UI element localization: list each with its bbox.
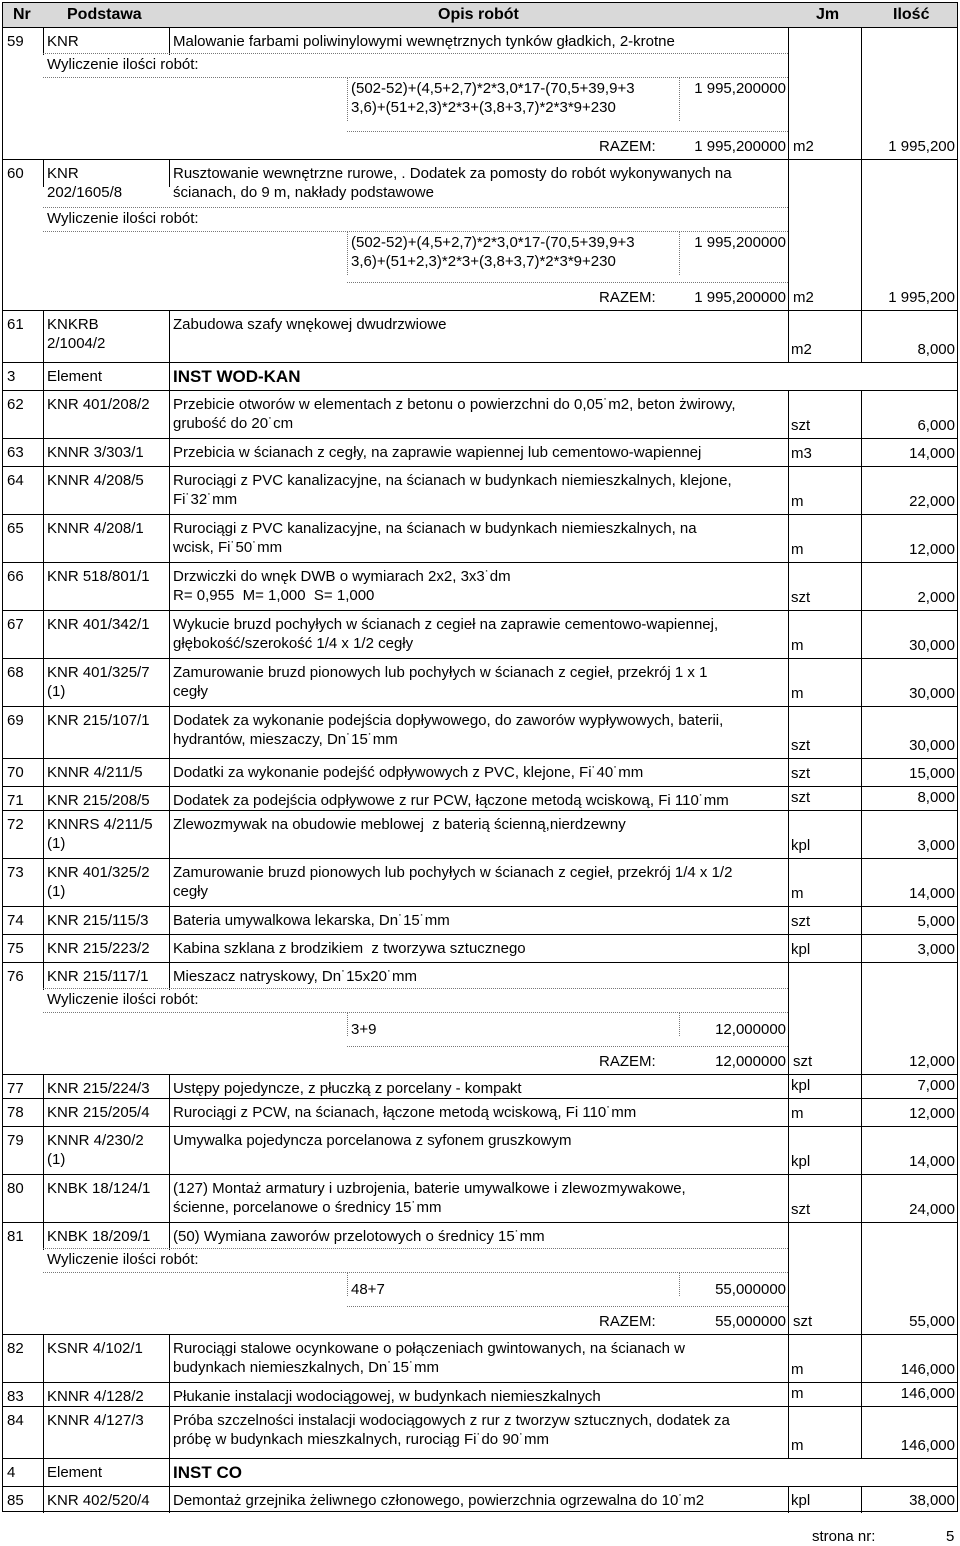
col-divider (788, 906, 789, 934)
col-divider (788, 858, 789, 906)
row-basis: KNR 202/1605/8 (47, 165, 123, 201)
calc-label: Wyliczenie ilości robót: (47, 1251, 199, 1268)
row-quantity: 3,000 (917, 837, 955, 854)
row-description: Zamurowanie bruzd pionowych lub pochyłych w ścianach z cegieł, przekrój 1/4 x 1/2 cegły (173, 864, 733, 900)
row-quantity: 2,000 (917, 589, 955, 606)
row-quantity: 3,000 (917, 941, 955, 958)
col-divider (788, 438, 789, 466)
row-unit: m (791, 685, 804, 702)
col-divider (43, 390, 44, 438)
row-basis: KNBK 18/124/1 (47, 1180, 151, 1197)
col-divider (788, 1382, 789, 1406)
col-divider (43, 1126, 44, 1174)
row-description: Malowanie farbami poliwinylowymi wewnętrznych tynków gładkich, 2-krotne (173, 33, 675, 50)
col-divider (43, 1334, 44, 1382)
row-unit: kpl (791, 1077, 811, 1094)
row-quantity: 22,000 (909, 493, 955, 510)
row-number: 80 (7, 1180, 24, 1197)
col-divider (169, 362, 170, 390)
row-number: 67 (7, 616, 24, 633)
calc-total-unit: m2 (793, 138, 814, 155)
row-unit: m (791, 1437, 804, 1454)
calc-total-unit: m2 (793, 289, 814, 306)
row-unit: kpl (791, 941, 811, 958)
col-divider (169, 1174, 170, 1222)
col-divider (169, 858, 170, 906)
row-number: 69 (7, 712, 24, 729)
col-divider (788, 786, 789, 810)
col-divider (169, 962, 170, 990)
calc-value: 1 995,200000 (694, 80, 786, 97)
calc-divider (347, 1272, 348, 1296)
row-separator (3, 786, 957, 787)
row-number: 82 (7, 1340, 24, 1357)
row-unit: kpl (791, 837, 811, 854)
row-description: Demontaż grzejnika żeliwnego członowego, powierzchnia ogrzewalna do 10˙m2 (173, 1492, 705, 1509)
row-separator (3, 562, 957, 563)
col-divider (43, 1098, 44, 1126)
calc-separator (43, 988, 788, 989)
col-divider (788, 810, 789, 858)
row-unit: kpl (791, 1492, 811, 1509)
row-basis: KNR 215/223/2 (47, 940, 150, 957)
row-separator (3, 390, 957, 391)
col-divider (788, 1126, 789, 1174)
calc-separator (43, 1248, 788, 1249)
row-number: 72 (7, 816, 24, 833)
col-divider (169, 1222, 170, 1250)
row-description: Rurociągi z PVC kanalizacyjne, na ścianach w budynkach niemieszkalnych, klejone, Fi˙32˙mm (173, 472, 732, 508)
calc-total-quantity: 1 995,200 (888, 289, 955, 306)
row-separator (3, 1486, 957, 1487)
calc-divider (347, 77, 348, 121)
col-divider (169, 1334, 170, 1382)
row-separator (3, 906, 957, 907)
calc-separator (43, 231, 788, 232)
row-basis: KNR 401/342/1 (47, 616, 150, 633)
row-basis: KNNR 4/127/3 (47, 1412, 144, 1429)
row-quantity: 8,000 (917, 789, 955, 806)
row-unit: szt (791, 765, 811, 782)
col-divider (43, 514, 44, 562)
col-divider (169, 438, 170, 466)
row-unit: szt (791, 1201, 811, 1218)
row-basis: KNR 518/801/1 (47, 568, 150, 585)
row-quantity: 146,000 (900, 1385, 955, 1402)
col-divider (43, 906, 44, 934)
row-number: 61 (7, 316, 24, 333)
col-divider (788, 658, 789, 706)
calc-value: 12,000000 (715, 1021, 786, 1038)
row-quantity: 146,000 (900, 1361, 955, 1378)
calc-total-quantity: 55,000 (909, 1313, 955, 1330)
row-description: Rurociągi z PCW, na ścianach, łączone metodą wciskową, Fi 110˙mm (173, 1104, 637, 1121)
col-divider (788, 1222, 789, 1334)
row-number: 79 (7, 1132, 24, 1149)
row-basis: KNNR 4/230/2 (1) (47, 1132, 144, 1168)
col-divider (43, 1406, 44, 1458)
row-basis: KNKRB 2/1004/2 (47, 316, 106, 352)
row-number: 64 (7, 472, 24, 489)
row-number: 65 (7, 520, 24, 537)
col-divider (788, 1174, 789, 1222)
row-quantity: 5,000 (917, 913, 955, 930)
row-description: Dodatek za wykonanie podejścia dopływowego, do zaworów wypływowych, baterii, hydrantów, mieszaczy, Dn˙15˙mm (173, 712, 724, 748)
row-unit: m (791, 1361, 804, 1378)
row-unit: m (791, 541, 804, 558)
col-divider (169, 1382, 170, 1406)
row-unit: kpl (791, 1153, 811, 1170)
row-basis: KNNR 4/128/2 (47, 1388, 144, 1405)
cost-estimate-table (2, 2, 958, 1512)
col-divider (43, 706, 44, 758)
row-description: Rurociągi stalowe ocynkowane o połączeniach gwintowanych, na ścianach w budynkach niemieszkalnych, Dn˙15˙mm (173, 1340, 685, 1376)
row-number: 60 (7, 165, 24, 182)
row-number: 84 (7, 1412, 24, 1429)
col-divider (169, 310, 170, 362)
calc-separator (43, 77, 788, 78)
col-divider (43, 438, 44, 466)
row-separator (3, 610, 957, 611)
col-divider (169, 1406, 170, 1458)
row-separator (3, 1098, 957, 1099)
row-unit: m (791, 885, 804, 902)
col-divider (43, 1174, 44, 1222)
row-description: Płukanie instalacji wodociągowej, w budynkach niemieszkalnych (173, 1388, 601, 1405)
row-basis: KNNR 4/208/5 (47, 472, 144, 489)
calc-formula: (502-52)+(4,5+2,7)*2*3,0*17-(70,5+39,9+3 3,6)+(51+2,3)*2*3+(3,8+3,7)*2*3*9+230 (351, 234, 635, 270)
row-unit: m (791, 493, 804, 510)
calc-value: 55,000000 (715, 1281, 786, 1298)
calc-separator (43, 1272, 788, 1273)
row-description: Rurociągi z PVC kanalizacyjne, na ścianach w budynkach niemieszkalnych, na wcisk, Fi˙50˙mm (173, 520, 697, 556)
row-basis: KNR 215/115/3 (47, 912, 149, 929)
row-quantity: 8,000 (917, 341, 955, 358)
col-divider (169, 27, 170, 55)
row-unit: szt (791, 913, 811, 930)
row-number: 75 (7, 940, 24, 957)
row-description: Umywalka pojedyncza porcelanowa z syfonem gruszkowym (173, 1132, 572, 1149)
row-separator (3, 1334, 957, 1335)
row-basis: KNNR 3/303/1 (47, 444, 144, 461)
row-number: 66 (7, 568, 24, 585)
row-separator (3, 1126, 957, 1127)
footer-page-label: strona nr: (812, 1528, 876, 1545)
header-ilosc: Ilość (893, 6, 930, 23)
row-number: 74 (7, 912, 24, 929)
calc-separator (347, 131, 788, 132)
col-divider (169, 1074, 170, 1098)
row-number: 73 (7, 864, 24, 881)
row-description: Próba szczelności instalacji wodociągowych z rur z tworzyw sztucznych, dodatek za próbę w budynkach mieszkalnych, rurociąg Fi˙do 90˙mm (173, 1412, 730, 1448)
row-quantity: 14,000 (909, 885, 955, 902)
row-quantity: 12,000 (909, 1105, 955, 1122)
row-quantity: 30,000 (909, 737, 955, 754)
row-description: (127) Montaż armatury i uzbrojenia, baterie umywalkowe i zlewozmywakowe, ścienne, porcelanowe o średnicy 15˙mm (173, 1180, 686, 1216)
row-unit: m (791, 1105, 804, 1122)
row-unit: m (791, 637, 804, 654)
row-quantity: 6,000 (917, 417, 955, 434)
row-separator (3, 1406, 957, 1407)
element-label: Element (47, 1464, 103, 1481)
row-quantity: 146,000 (900, 1437, 955, 1454)
col-divider (43, 1458, 44, 1486)
row-number: 70 (7, 764, 24, 781)
row-basis: KNR 401/325/2 (1) (47, 864, 150, 900)
calc-total-label: RAZEM: (599, 1313, 656, 1330)
row-number: 81 (7, 1228, 24, 1245)
row-separator (3, 658, 957, 659)
col-divider (788, 466, 789, 514)
header-nr: Nr (13, 6, 31, 23)
row-number: 71 (7, 792, 24, 809)
element-label: Element (47, 368, 103, 385)
col-divider (43, 1382, 44, 1406)
row-quantity: 14,000 (909, 1153, 955, 1170)
col-divider (788, 562, 789, 610)
row-basis: KNR (47, 33, 79, 50)
header-podstawa: Podstawa (67, 6, 142, 23)
row-separator (3, 1458, 957, 1459)
col-divider (169, 786, 170, 810)
row-basis: KNBK 18/209/1 (47, 1228, 151, 1245)
row-basis: KNR 215/107/1 (47, 712, 150, 729)
row-basis: KNR 215/208/5 (47, 792, 150, 809)
row-basis: KNR 215/117/1 (47, 968, 149, 985)
col-divider (169, 758, 170, 786)
calc-total-label: RAZEM: (599, 138, 656, 155)
row-number: 77 (7, 1080, 24, 1097)
row-unit: szt (791, 417, 811, 434)
col-divider (788, 706, 789, 758)
col-divider (43, 562, 44, 610)
calc-total-label: RAZEM: (599, 289, 656, 306)
calc-separator (43, 1012, 788, 1013)
row-separator (3, 310, 957, 311)
row-basis: KNR 401/208/2 (47, 396, 150, 413)
col-divider (43, 858, 44, 906)
col-divider (169, 390, 170, 438)
row-basis: KNNR 4/208/1 (47, 520, 144, 537)
col-divider (43, 466, 44, 514)
col-divider (788, 1098, 789, 1126)
row-number: 3 (7, 368, 16, 385)
col-divider (788, 758, 789, 786)
row-description: Zlewozmywak na obudowie meblowej z baterią ścienną,nierdzewny (173, 816, 626, 833)
calc-total-value: 55,000000 (715, 1313, 786, 1330)
row-description: Mieszacz natryskowy, Dn˙15x20˙mm (173, 968, 417, 985)
row-separator (3, 962, 957, 963)
calc-separator (347, 1306, 788, 1307)
col-divider (43, 159, 44, 187)
row-separator (3, 514, 957, 515)
row-description: Kabina szklana z brodzikiem z tworzywa sztucznego (173, 940, 526, 957)
row-quantity: 15,000 (909, 765, 955, 782)
row-separator (3, 466, 957, 467)
calc-separator (347, 282, 788, 283)
col-divider (169, 466, 170, 514)
row-number: 62 (7, 396, 24, 413)
row-unit: szt (791, 789, 811, 806)
calc-formula: (502-52)+(4,5+2,7)*2*3,0*17-(70,5+39,9+3 3,6)+(51+2,3)*2*3+(3,8+3,7)*2*3*9+230 (351, 80, 635, 116)
row-quantity: 12,000 (909, 541, 955, 558)
row-separator (3, 758, 957, 759)
row-description: Rusztowanie wewnętrzne rurowe, . Dodatek za pomosty do robót wykonywanych na ścianach, do 9 m, nakłady podstawowe (173, 165, 732, 201)
col-divider (169, 706, 170, 758)
calc-total-quantity: 1 995,200 (888, 138, 955, 155)
row-number: 85 (7, 1492, 24, 1509)
row-number: 68 (7, 664, 24, 681)
calc-total-label: RAZEM: (599, 1053, 656, 1070)
row-separator (3, 1222, 957, 1223)
col-divider (169, 159, 170, 187)
col-divider (788, 1334, 789, 1382)
col-divider (169, 514, 170, 562)
row-number: 59 (7, 33, 24, 50)
calc-total-quantity: 12,000 (909, 1053, 955, 1070)
row-basis: KNR 402/520/4 (47, 1492, 150, 1509)
row-basis: KSNR 4/102/1 (47, 1340, 143, 1357)
calc-total-value: 1 995,200000 (694, 289, 786, 306)
col-divider (788, 390, 789, 438)
col-divider (169, 810, 170, 858)
row-number: 76 (7, 968, 24, 985)
row-number: 4 (7, 1464, 16, 1481)
calc-value: 1 995,200000 (694, 234, 786, 251)
col-divider (169, 610, 170, 658)
col-divider (169, 1098, 170, 1126)
row-quantity: 30,000 (909, 637, 955, 654)
col-divider (788, 310, 789, 362)
col-divider (788, 1406, 789, 1458)
calc-total-unit: szt (793, 1053, 813, 1070)
row-description: (50) Wymiana zaworów przelotowych o średnicy 15˙mm (173, 1228, 545, 1245)
col-divider (788, 1074, 789, 1098)
row-quantity: 30,000 (909, 685, 955, 702)
row-unit: m (791, 1385, 804, 1402)
col-divider (169, 658, 170, 706)
row-unit: m3 (791, 445, 812, 462)
row-quantity: 14,000 (909, 445, 955, 462)
row-quantity: 38,000 (909, 1492, 955, 1509)
header-opis: Opis robót (438, 6, 519, 23)
row-separator (3, 438, 957, 439)
col-divider (788, 1486, 789, 1513)
calc-label: Wyliczenie ilości robót: (47, 991, 199, 1008)
row-description: Dodatki za wykonanie podejść odpływowych z PVC, klejone, Fi˙40˙mm (173, 764, 644, 781)
col-divider (788, 27, 789, 159)
row-description: Bateria umywalkowa lekarska, Dn˙15˙mm (173, 912, 450, 929)
row-number: 78 (7, 1104, 24, 1121)
row-description: Zamurowanie bruzd pionowych lub pochyłych w ścianach z cegieł, przekrój 1 x 1 cegły (173, 664, 708, 700)
calc-separator (347, 1046, 788, 1047)
col-divider (788, 159, 789, 310)
row-number: 63 (7, 444, 24, 461)
row-basis: KNNRS 4/211/5 (1) (47, 816, 153, 852)
footer-page-number: 5 (946, 1528, 955, 1545)
calc-separator (43, 53, 788, 54)
col-divider (43, 810, 44, 858)
row-quantity: 7,000 (917, 1077, 955, 1094)
calc-divider (347, 1012, 348, 1036)
row-description: Przebicia w ścianach z cegły, na zaprawie wapiennej lub cementowo-wapiennej (173, 444, 702, 461)
calc-total-value: 1 995,200000 (694, 138, 786, 155)
row-separator (3, 934, 957, 935)
row-basis: KNR 215/205/4 (47, 1104, 150, 1121)
col-divider (43, 1074, 44, 1098)
table-header (3, 3, 957, 28)
calc-separator (43, 207, 788, 208)
row-unit: m2 (791, 341, 812, 358)
calc-divider (347, 231, 348, 275)
header-jm: Jm (816, 6, 840, 23)
row-unit: szt (791, 737, 811, 754)
col-divider (788, 514, 789, 562)
col-divider (43, 362, 44, 390)
col-divider (43, 1222, 44, 1250)
element-title: INST CO (173, 1463, 242, 1482)
row-unit: szt (791, 589, 811, 606)
col-divider (43, 962, 44, 990)
row-description: Ustępy pojedyncze, z płuczką z porcelany - kompakt (173, 1080, 522, 1097)
row-basis: KNR 401/325/7 (1) (47, 664, 150, 700)
col-divider (169, 562, 170, 610)
row-basis: KNR 215/224/3 (47, 1080, 150, 1097)
row-separator (3, 1174, 957, 1175)
col-divider (169, 906, 170, 934)
col-divider (43, 934, 44, 962)
col-divider (43, 786, 44, 810)
col-divider (788, 610, 789, 658)
row-description: Zabudowa szafy wnękowej dwudrzwiowe (173, 316, 447, 333)
row-separator (3, 706, 957, 707)
col-divider (43, 610, 44, 658)
row-separator (3, 1074, 957, 1075)
row-number: 83 (7, 1388, 24, 1405)
element-title: INST WOD-KAN (173, 367, 301, 386)
col-divider (788, 962, 789, 1074)
row-description: Przebicie otworów w elementach z betonu o powierzchni do 0,05˙m2, beton żwirowy, grubość do 20˙cm (173, 396, 736, 432)
row-separator (3, 810, 957, 811)
calc-label: Wyliczenie ilości robót: (47, 210, 199, 227)
col-divider (43, 310, 44, 362)
row-separator (3, 858, 957, 859)
row-quantity: 24,000 (909, 1201, 955, 1218)
col-divider (169, 1458, 170, 1486)
row-description: Drzwiczki do wnęk DWB o wymiarach 2x2, 3x3˙dm R= 0,955 M= 1,000 S= 1,000 (173, 568, 511, 604)
calc-total-value: 12,000000 (715, 1053, 786, 1070)
col-divider (169, 934, 170, 962)
row-description: Wykucie bruzd pochyłych w ścianach z cegieł na zaprawie cementowo-wapiennej, głębokość/szerokość 1/4 x 1/2 cegły (173, 616, 719, 652)
calc-label: Wyliczenie ilości robót: (47, 56, 199, 73)
row-basis: KNNR 4/211/5 (47, 764, 143, 781)
calc-formula: 48+7 (351, 1281, 385, 1298)
calc-total-unit: szt (793, 1313, 813, 1330)
calc-formula: 3+9 (351, 1021, 377, 1038)
col-divider (788, 934, 789, 962)
col-divider (43, 27, 44, 55)
col-divider (169, 1486, 170, 1513)
col-divider (43, 658, 44, 706)
row-description: Dodatek za podejścia odpływowe z rur PCW, łączone metodą wciskową, Fi 110˙mm (173, 792, 729, 809)
row-separator (3, 362, 957, 363)
row-separator (3, 159, 957, 160)
col-divider (43, 1486, 44, 1513)
col-divider (169, 1126, 170, 1174)
row-separator (3, 1382, 957, 1383)
col-divider (43, 758, 44, 786)
